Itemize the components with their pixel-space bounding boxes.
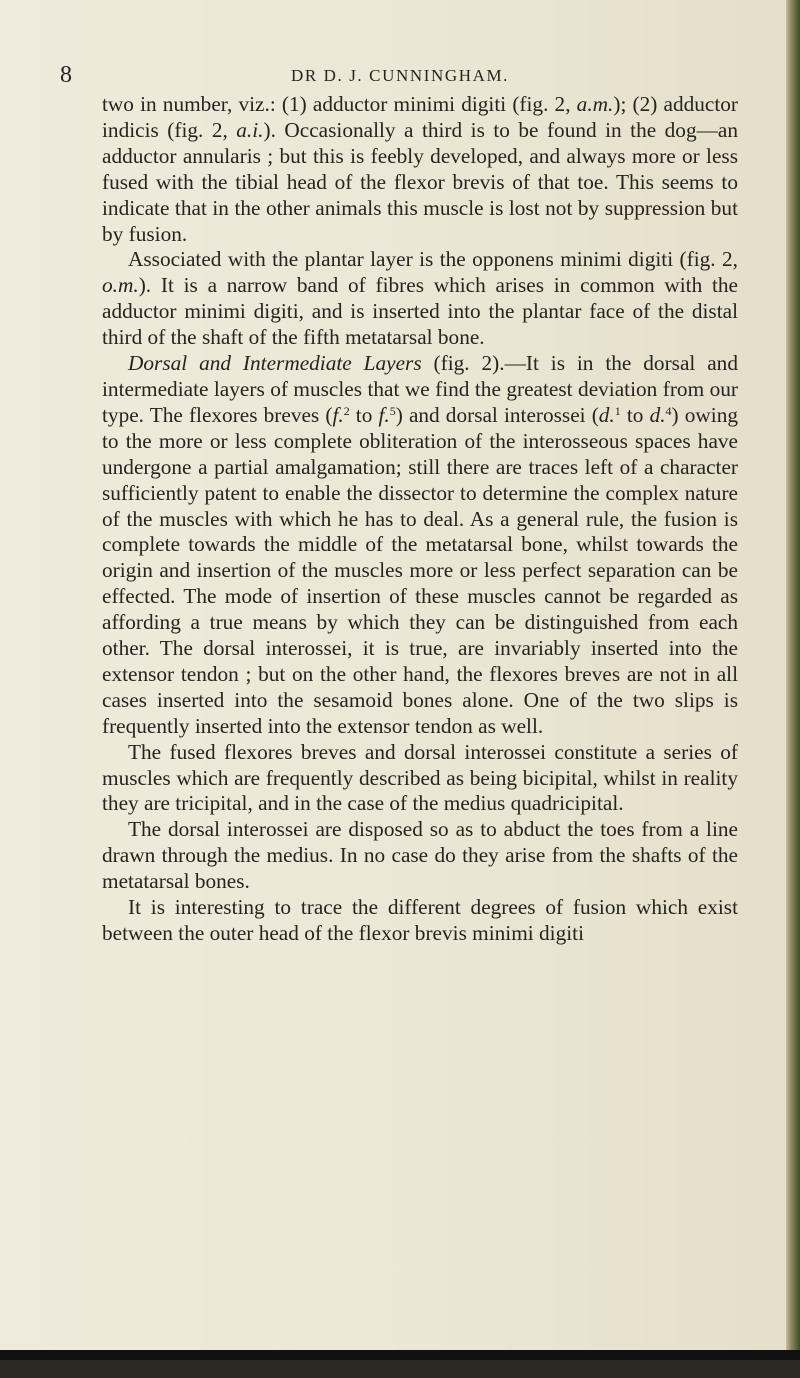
paragraph [102, 817, 738, 895]
italic-text: a.i. [236, 117, 264, 142]
text-run: two in number, viz.: (1) adductor minimi digiti (fig. 2, [102, 92, 577, 116]
text-run: The fused flexores breves and dorsal interossei constitute a series of muscles which are frequently described as being bicipital, whilst in reality they are tricipital, and in the case of the medius quadricipital. [102, 739, 738, 816]
paragraph [102, 740, 738, 818]
paragraph [102, 351, 738, 740]
text-run: ) owing to the more or less complete obliteration of the interosseous spaces have undergone a partial amalgamation; still there are traces left of a character sufficiently patent to enable the dissector to determine the complex nature of the muscles with which he has to deal. As a general rule, the fusion is complete towards the middle of the metatarsal bone, whilst towards the origin and insertion of the muscles more or less perfect separation can be effected. The mode of insertion of these muscles cannot be regarded as affording a true means by which they can be distinguished from each other. The dorsal interossei, it is true, are invariably inserted into the extensor tendon ; but on the other hand, the flexores breves are not in all cases inserted into the sesamoid bones alone. One of the two slips is frequently inserted into the extensor tendon as well. [102, 402, 738, 738]
text-run: The dorsal interossei are disposed so as to abduct the toes from a line drawn through the medius. In no case do they arise from the shafts of the metatarsal bones. [102, 817, 738, 894]
paragraph [102, 247, 738, 351]
text-run: to [620, 402, 650, 427]
italic-text: d. [649, 402, 666, 427]
bottom-rule [0, 1350, 800, 1360]
text-run: to [349, 402, 379, 427]
paragraph [102, 895, 738, 947]
superscript: 5 [389, 403, 396, 418]
body-text [102, 92, 738, 947]
text-run: ). It is a narrow band of fibres which arises in common with the adductor minimi digiti, and is inserted into the plantar face of the distal third of the shaft of the fifth metatarsal bone. [102, 273, 738, 350]
italic-text: f. [378, 402, 390, 427]
bottom-edge [0, 1360, 800, 1378]
text-run: ); (2) adductor indicis (fig. 2, [102, 92, 739, 142]
text-run: ) and dorsal interossei ( [395, 402, 599, 427]
paragraph [102, 92, 738, 247]
superscript: 2 [343, 403, 350, 418]
italic-text: o.m. [102, 273, 139, 298]
superscript: 1 [614, 403, 621, 418]
italic-text: f. [332, 402, 344, 427]
text-run: It is interesting to trace the different degrees of fusion which exist between the outer head of the flexor brevis minimi digiti [102, 895, 738, 945]
italic-text: d. [598, 402, 615, 427]
superscript: 4 [665, 403, 672, 418]
text-run: ). Occasionally a third is to be found in the dog—an adductor annularis ; but this is feebly developed, and always more or less fused with the tibial head of the flexor brevis of that toe. This seems to indicate that in the other animals this muscle is lost not by suppression but by fusion. [102, 117, 738, 246]
book-spine-edge [786, 0, 800, 1378]
text-run: Associated with the plantar layer is the opponens minimi digiti (fig. 2, [128, 247, 738, 272]
text-run: (fig. 2).—It is in the dorsal and intermediate layers of muscles that we find the greatest deviation from our type. The flexores breves ( [102, 351, 738, 427]
page-number: 8 [60, 62, 72, 88]
italic-text: Dorsal and Intermediate Layers [128, 351, 422, 376]
italic-text: a.m. [576, 92, 614, 116]
page-header [0, 62, 800, 92]
running-head: DR D. J. CUNNINGHAM. [290, 66, 510, 85]
